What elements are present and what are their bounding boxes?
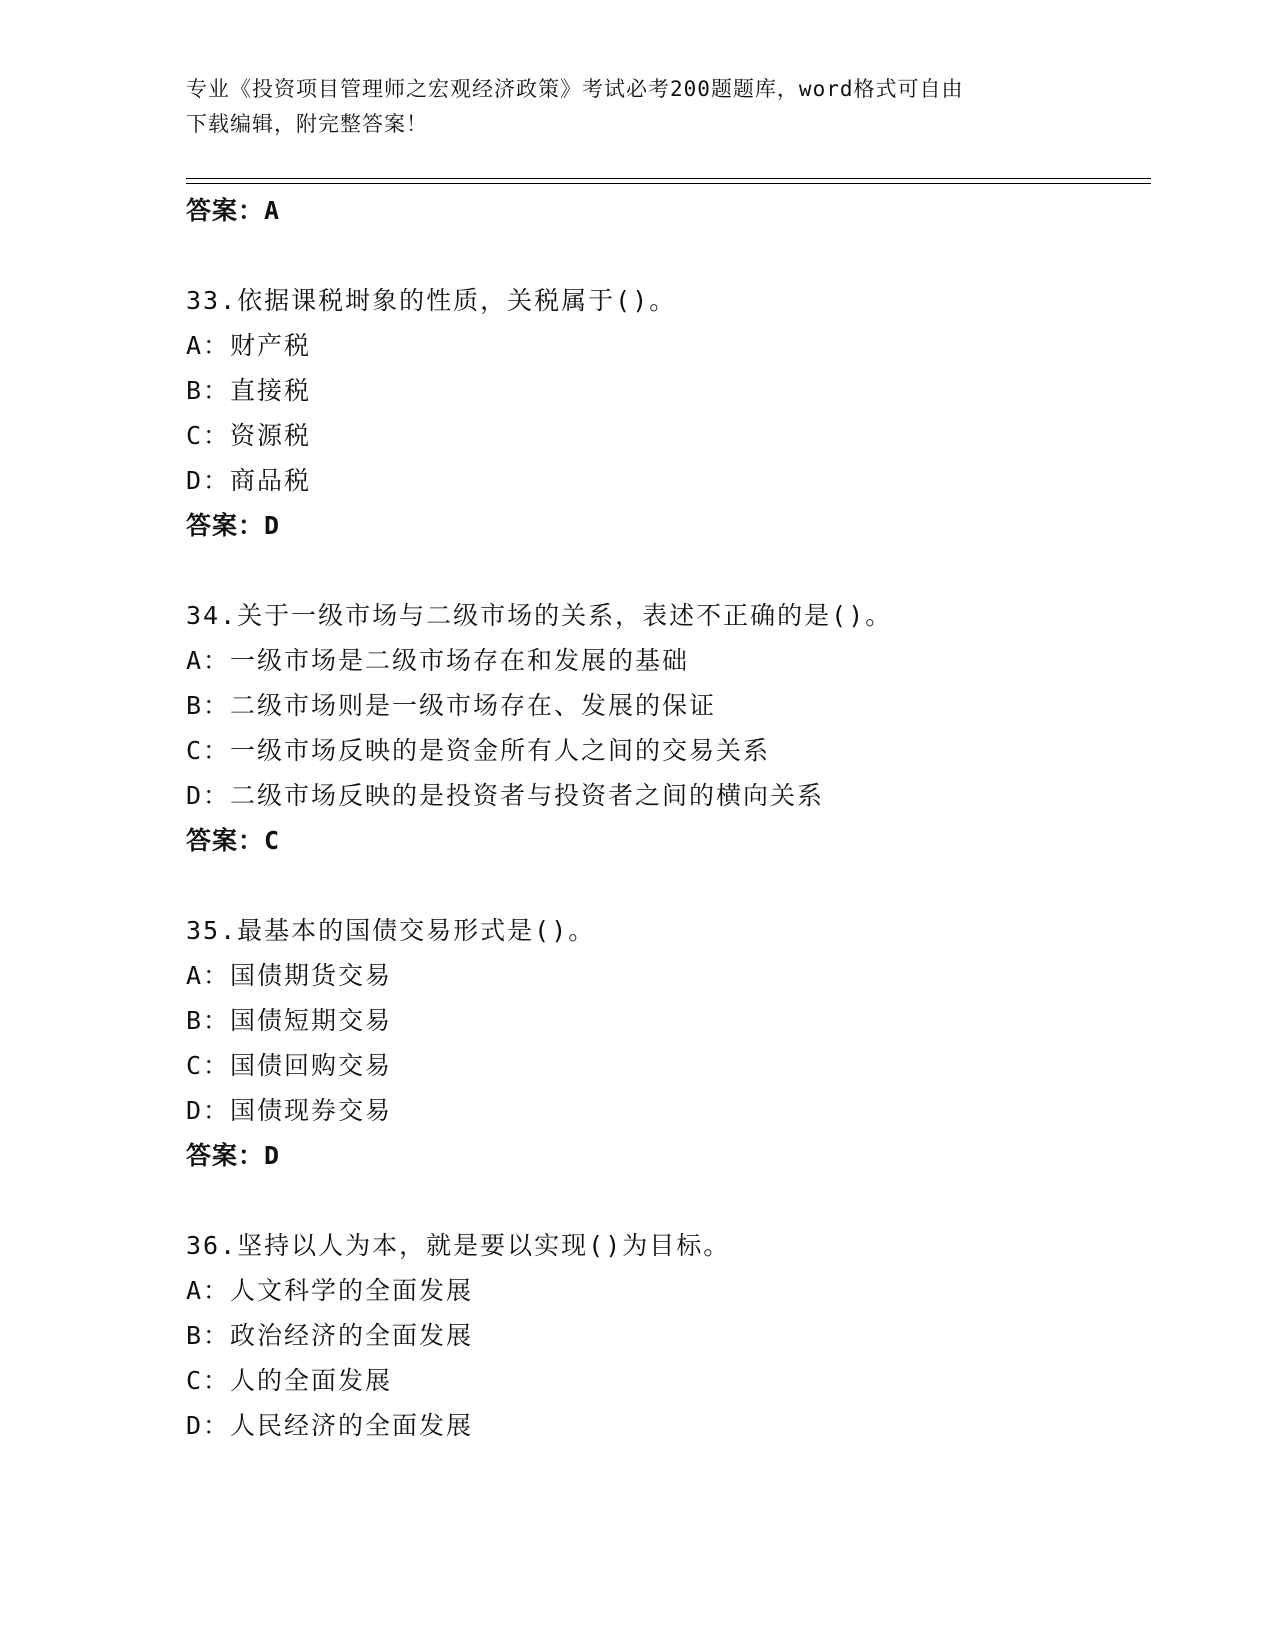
option-d: D：商品税 bbox=[186, 466, 312, 495]
option-b: B：二级市场则是一级市场存在、发展的保证 bbox=[186, 691, 717, 720]
answer-line: 答案：C bbox=[186, 826, 281, 855]
option-d: D：国债现券交易 bbox=[186, 1096, 393, 1125]
option-c: C：资源税 bbox=[186, 421, 312, 450]
option-d: D：人民经济的全面发展 bbox=[186, 1411, 474, 1440]
option-b: B：国债短期交易 bbox=[186, 1006, 393, 1035]
header-divider bbox=[186, 178, 1151, 184]
answer-line: 答案：D bbox=[186, 511, 281, 540]
option-b: B：政治经济的全面发展 bbox=[186, 1321, 474, 1350]
option-c: C：国债回购交易 bbox=[186, 1051, 393, 1080]
question-36 bbox=[186, 1223, 1146, 1448]
document-header bbox=[186, 72, 1086, 142]
question-title: 33.依据课税埘象的性质，关税属于()。 bbox=[186, 286, 677, 315]
previous-answer: 答案：A bbox=[186, 196, 281, 225]
option-b: B：直接税 bbox=[186, 376, 312, 405]
question-33 bbox=[186, 278, 1146, 548]
answer-line: 答案：D bbox=[186, 1141, 281, 1170]
question-title: 36.坚持以人为本，就是要以实现()为目标。 bbox=[186, 1231, 731, 1260]
option-a: A：财产税 bbox=[186, 331, 312, 360]
option-c: C：人的全面发展 bbox=[186, 1366, 393, 1395]
question-35 bbox=[186, 908, 1146, 1178]
question-list bbox=[186, 188, 1146, 1448]
question-title: 35.最基本的国债交易形式是()。 bbox=[186, 916, 596, 945]
option-d: D：二级市场反映的是投资者与投资者之间的横向关系 bbox=[186, 781, 825, 810]
option-a: A：人文科学的全面发展 bbox=[186, 1276, 474, 1305]
option-c: C：一级市场反映的是资金所有人之间的交易关系 bbox=[186, 736, 771, 765]
header-line-2: 下载编辑，附完整答案！ bbox=[186, 112, 428, 136]
option-a: A：一级市场是二级市场存在和发展的基础 bbox=[186, 646, 690, 675]
header-line-1: 专业《投资项目管理师之宏观经济政策》考试必考200题题库，word格式可自由 bbox=[186, 77, 964, 101]
question-title: 34.关于一级市场与二级市场的关系，表述不正确的是()。 bbox=[186, 601, 893, 630]
question-34 bbox=[186, 593, 1146, 863]
option-a: A：国债期货交易 bbox=[186, 961, 393, 990]
